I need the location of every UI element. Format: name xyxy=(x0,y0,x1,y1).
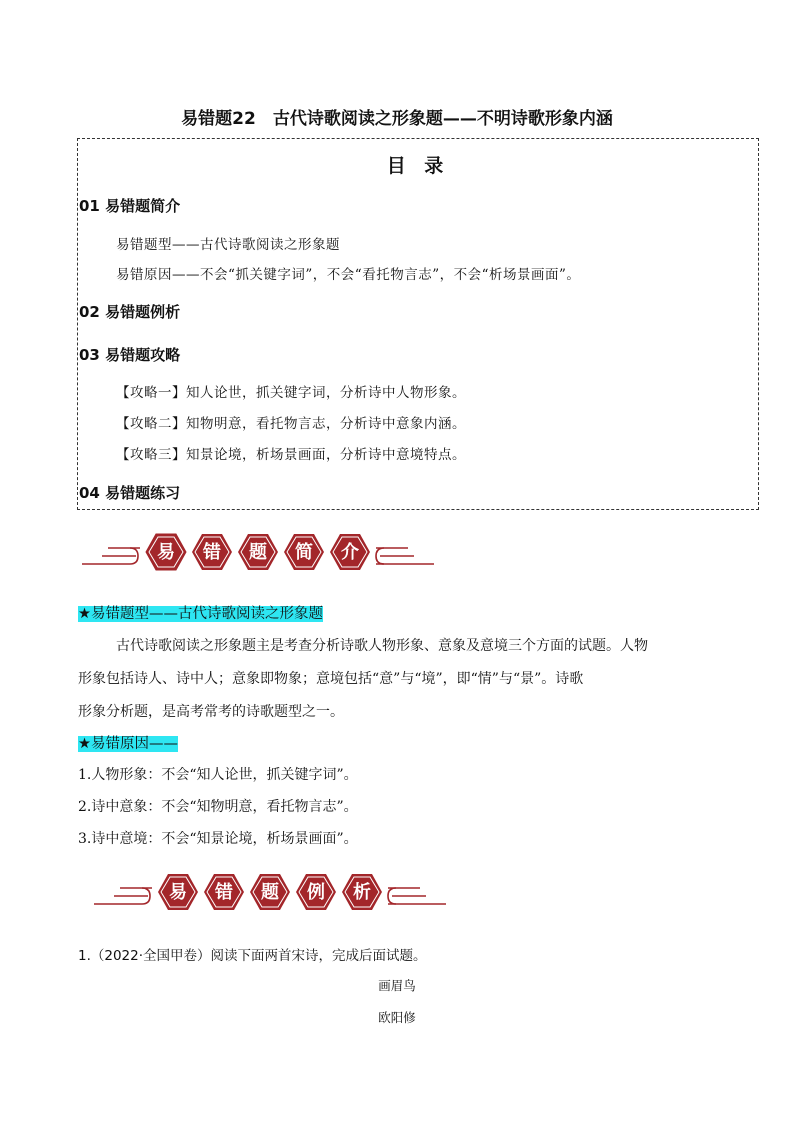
document-title: 易错题22 古代诗歌阅读之形象题——不明诗歌形象内涵 xyxy=(181,109,613,129)
type-heading: ★易错题型——古代诗歌阅读之形象题 xyxy=(78,606,323,622)
section-banner-examples xyxy=(90,864,450,924)
toc-section-3: 03 易错题攻略 xyxy=(79,346,181,364)
banner-char: 题 xyxy=(249,542,267,563)
banner-char: 易 xyxy=(157,542,175,563)
banner-char: 题 xyxy=(261,882,279,903)
toc-line: 易错题型——古代诗歌阅读之形象题 xyxy=(116,237,340,253)
section-banner-intro xyxy=(78,524,438,584)
banner-char: 简 xyxy=(295,542,313,563)
toc-section-1: 01 易错题简介 xyxy=(79,197,181,215)
banner-char: 易 xyxy=(169,882,187,903)
table-of-contents xyxy=(77,138,759,510)
poem-author: 欧阳修 xyxy=(378,1010,416,1025)
banner-char: 介 xyxy=(341,542,359,563)
reason-item: 3.诗中意境：不会“知景论境，析场景画面”。 xyxy=(78,831,358,847)
toc-section-2: 02 易错题例析 xyxy=(79,303,181,321)
banner-char: 错 xyxy=(215,882,233,903)
toc-line: 易错原因——不会“抓关键字词”，不会“看托物言志”，不会“析场景画面”。 xyxy=(116,267,581,283)
intro-para-line-2: 形象包括诗人、诗中人；意象即物象；意境包括“意”与“境”，即“情”与“景”。诗歌 xyxy=(78,671,584,687)
toc-section-4: 04 易错题练习 xyxy=(79,484,181,502)
poem-title: 画眉鸟 xyxy=(378,978,416,993)
reason-item: 2.诗中意象：不会“知物明意，看托物言志”。 xyxy=(78,799,358,815)
toc-line: 【攻略一】知人论世，抓关键字词，分析诗中人物形象。 xyxy=(116,385,466,401)
banner-char: 例 xyxy=(307,882,325,903)
banner-char: 析 xyxy=(353,882,371,903)
question-stem: 1.（2022·全国甲卷）阅读下面两首宋诗，完成后面试题。 xyxy=(78,948,427,964)
banner-char: 错 xyxy=(203,542,221,563)
toc-line: 【攻略三】知景论境，析场景画面，分析诗中意境特点。 xyxy=(116,447,466,463)
toc-heading: 目 录 xyxy=(386,155,450,177)
intro-para-line-3: 形象分析题，是高考常考的诗歌题型之一。 xyxy=(78,704,344,720)
reason-item: 1.人物形象：不会“知人论世，抓关键字词”。 xyxy=(78,767,358,783)
toc-line: 【攻略二】知物明意，看托物言志，分析诗中意象内涵。 xyxy=(116,416,466,432)
reason-heading: ★易错原因—— xyxy=(78,736,178,752)
intro-para-line-1: 古代诗歌阅读之形象题主是考查分析诗歌人物形象、意象及意境三个方面的试题。人物 xyxy=(116,638,648,654)
